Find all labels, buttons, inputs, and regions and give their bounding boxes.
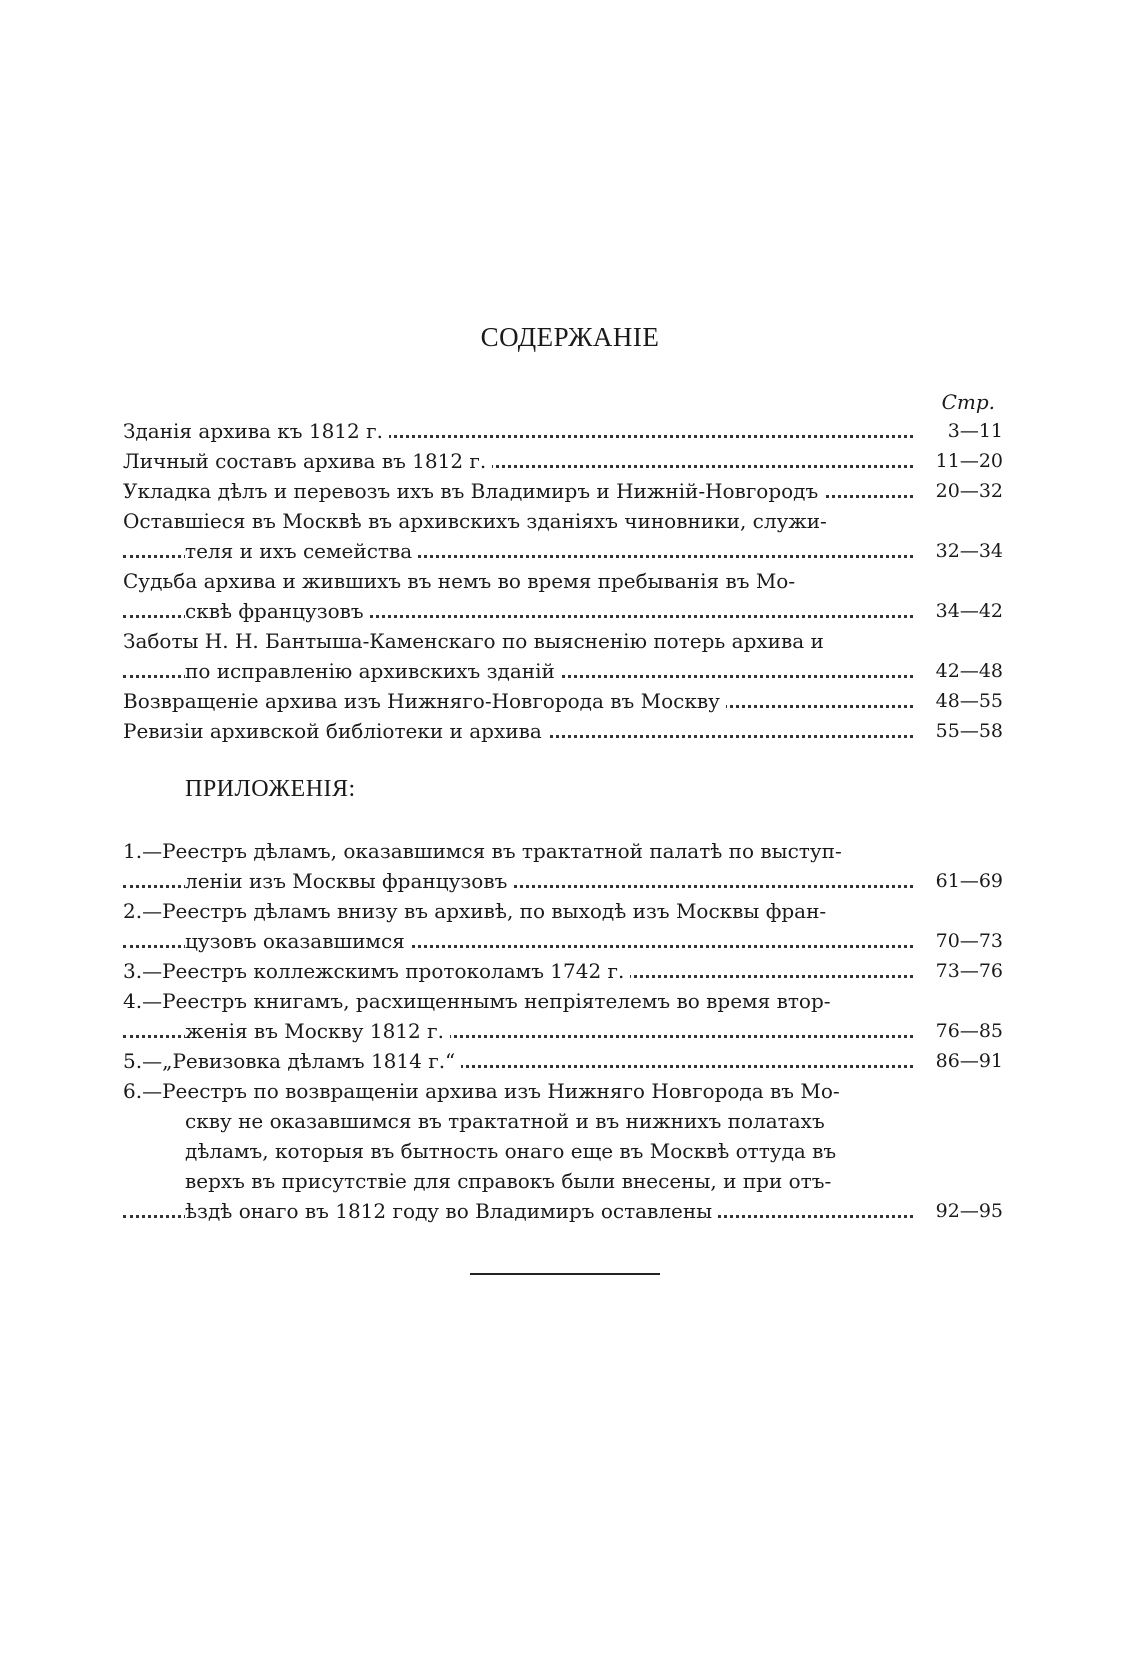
- appendix-entry: [123, 956, 1003, 986]
- entry-text: Зданія архива къ 1812 г.: [123, 419, 389, 443]
- entry-line: [123, 926, 1003, 956]
- entry-line: [123, 476, 1003, 506]
- entry-text: Ревизіи архивской библіотеки и архива: [123, 719, 548, 743]
- page-range: 61—69: [917, 866, 1003, 896]
- entry-line: [123, 446, 1003, 476]
- page-range: 34—42: [917, 596, 1003, 626]
- entry-text: дѣламъ, которыя въ бытность онаго еще въ Москвѣ оттуда въ: [185, 1139, 842, 1163]
- entry-line: [123, 506, 1003, 536]
- contents-list: [123, 416, 1003, 746]
- entry-text: Заботы Н. Н. Бантыша-Каменскаго по выясненію потерь архива и: [123, 629, 830, 653]
- page-range: 32—34: [917, 536, 1003, 566]
- page-range: 11—20: [917, 446, 1003, 476]
- entry-line: [123, 656, 1003, 686]
- pages-column-label: Стр.: [941, 390, 995, 414]
- entry-line: [123, 836, 1003, 866]
- entry-text: Судьба архива и жившихъ въ немъ во время пребыванія въ Мо-: [123, 569, 801, 593]
- appendix-entry: [123, 836, 1003, 896]
- contents-entry: [123, 476, 1003, 506]
- entry-line: [123, 596, 1003, 626]
- entry-line: [123, 1016, 1003, 1046]
- entry-line: [123, 1076, 1003, 1106]
- page-range: 48—55: [917, 686, 1003, 716]
- entry-text: теля и ихъ семейства: [185, 539, 418, 563]
- entry-line: [123, 416, 1003, 446]
- entry-text: 3.—Реестръ коллежскимъ протоколамъ 1742 г.: [123, 959, 630, 983]
- entry-text: 4.—Реестръ книгамъ, расхищеннымъ непріятелемъ во время втор-: [123, 989, 837, 1013]
- entry-text: по исправленію архивскихъ зданій: [185, 659, 561, 683]
- entry-line: [123, 1166, 1003, 1196]
- page-range: 70—73: [917, 926, 1003, 956]
- entry-line: [123, 566, 1003, 596]
- entry-text: женія въ Москву 1812 г.: [185, 1019, 450, 1043]
- entry-line: [123, 986, 1003, 1016]
- entry-line: [123, 956, 1003, 986]
- entry-text: 1.—Реестръ дѣламъ, оказавшимся въ трактатной палатѣ по выступ-: [123, 839, 848, 863]
- page-title: СОДЕРЖАНІЕ: [480, 322, 660, 352]
- entry-line: [123, 716, 1003, 746]
- page-range: 92—95: [917, 1196, 1003, 1226]
- entry-line: [123, 1106, 1003, 1136]
- appendices-heading: ПРИЛОЖЕНІЯ:: [185, 776, 356, 802]
- entry-text: цузовъ оказавшимся: [185, 929, 411, 953]
- contents-entry: [123, 686, 1003, 716]
- entry-text: Оставшіеся въ Москвѣ въ архивскихъ зданіяхъ чиновники, служи-: [123, 509, 833, 533]
- page-range: 20—32: [917, 476, 1003, 506]
- entry-text: 2.—Реестръ дѣламъ внизу въ архивѣ, по выходѣ изъ Москвы фран-: [123, 899, 832, 923]
- page-range: 76—85: [917, 1016, 1003, 1046]
- page-range: 55—58: [917, 716, 1003, 746]
- entry-text: леніи изъ Москвы французовъ: [185, 869, 513, 893]
- contents-entry: [123, 416, 1003, 446]
- entry-text: сквѣ французовъ: [185, 599, 370, 623]
- appendix-entry: [123, 1076, 1003, 1226]
- entry-line: [123, 1136, 1003, 1166]
- page-range: 73—76: [917, 956, 1003, 986]
- entry-text: скву не оказавшимся въ трактатной и въ нижнихъ полатахъ: [185, 1109, 831, 1133]
- contents-entry: [123, 506, 1003, 566]
- page-range: 86—91: [917, 1046, 1003, 1076]
- entry-text: 5.—„Ревизовка дѣламъ 1814 г.“: [123, 1049, 461, 1073]
- entry-text: Укладка дѣлъ и перевозъ ихъ въ Владимиръ и Нижній-Новгородъ: [123, 479, 824, 503]
- entry-text: Возвращеніе архива изъ Нижняго-Новгорода въ Москву: [123, 689, 726, 713]
- entry-line: [123, 866, 1003, 896]
- appendices-list: [123, 836, 1003, 1226]
- entry-line: [123, 686, 1003, 716]
- appendix-entry: [123, 896, 1003, 956]
- closing-rule: [470, 1273, 660, 1275]
- contents-entry: [123, 626, 1003, 686]
- entry-text: верхъ въ присутствіе для справокъ были внесены, и при отъ-: [185, 1169, 837, 1193]
- entry-text: Личный составъ архива въ 1812 г.: [123, 449, 492, 473]
- page-range: 42—48: [917, 656, 1003, 686]
- entry-line: [123, 1046, 1003, 1076]
- entry-text: ѣздѣ онаго въ 1812 году во Владимиръ оставлены: [185, 1199, 718, 1223]
- contents-entry: [123, 716, 1003, 746]
- contents-entry: [123, 446, 1003, 476]
- entry-line: [123, 1196, 1003, 1226]
- entry-text: 6.—Реестръ по возвращеніи архива изъ Нижняго Новгорода въ Мо-: [123, 1079, 846, 1103]
- appendix-entry: [123, 986, 1003, 1046]
- entry-line: [123, 896, 1003, 926]
- contents-entry: [123, 566, 1003, 626]
- entry-line: [123, 536, 1003, 566]
- appendix-entry: [123, 1046, 1003, 1076]
- page-range: 3—11: [917, 416, 1003, 446]
- entry-line: [123, 626, 1003, 656]
